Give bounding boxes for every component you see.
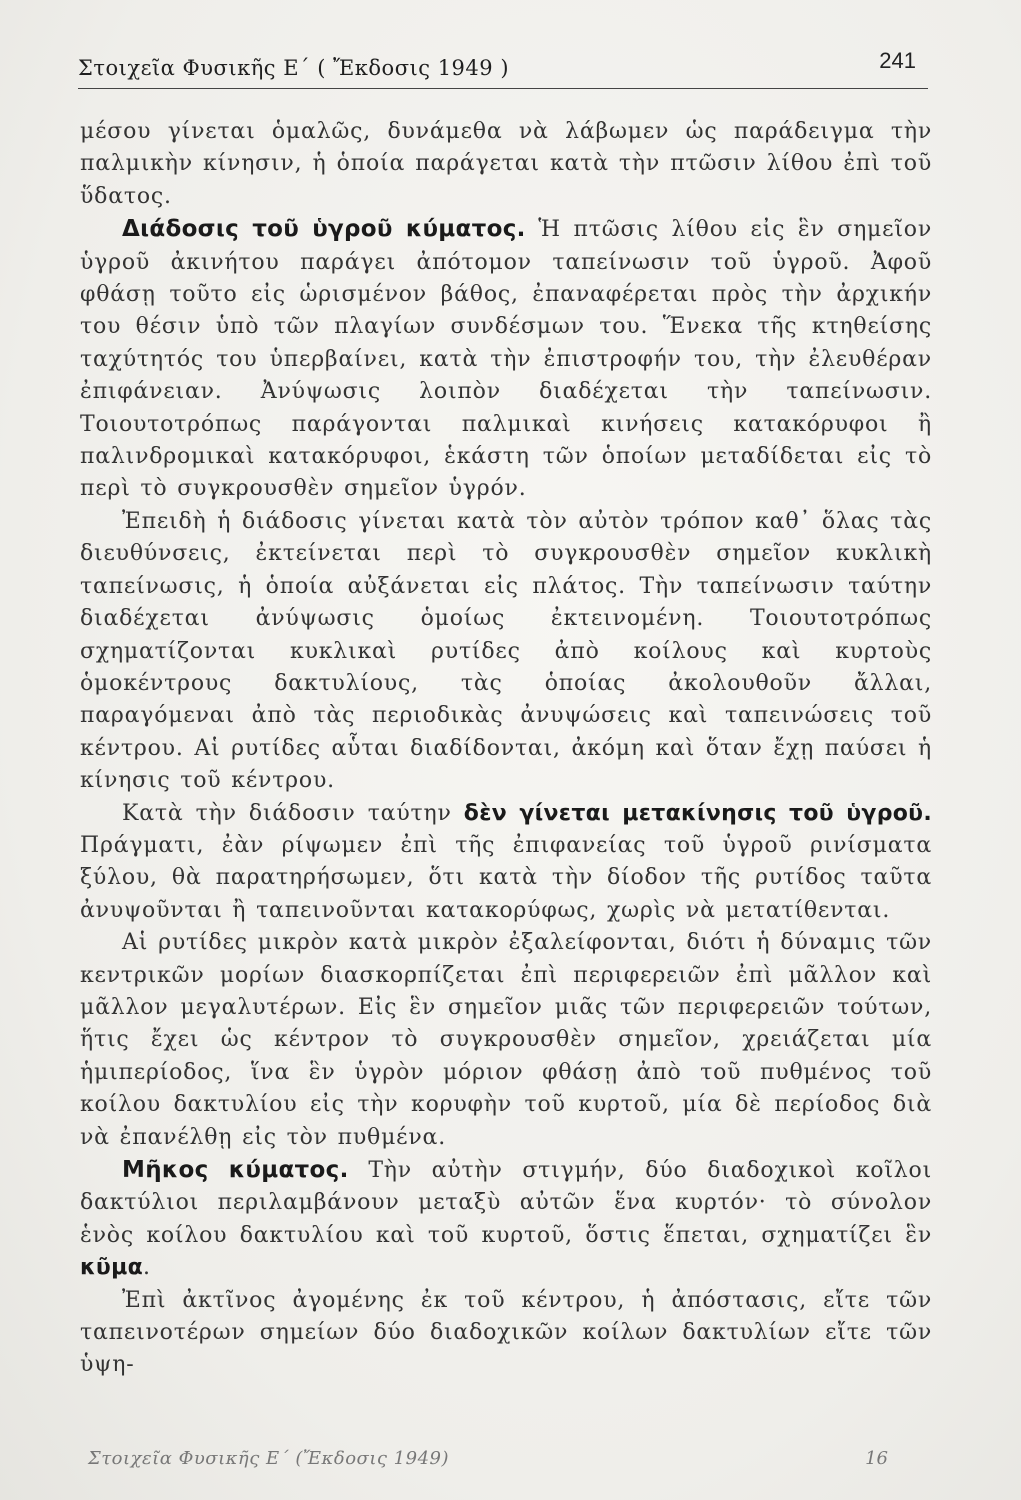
paragraph-no-displacement [80, 798, 932, 928]
paragraph-4-pre: Κατὰ τὴν διάδοσιν ταύτην [122, 800, 464, 826]
paragraph-wave-propagation [80, 213, 932, 506]
footer-title: Στοιχεῖα Φυσικῆς Ε΄ (Ἔκδοσις 1949) [88, 1448, 450, 1469]
running-footer [88, 1448, 888, 1478]
running-header [78, 48, 928, 89]
section-heading-wavelength: Μῆκος κύματος. [122, 1157, 349, 1183]
paragraph-1: μέσου γίνεται ὁμαλῶς, δυνάμεθα νὰ λάβωμεν ὡς παράδειγμα τὴν παλμικὴν κίνησιν, ἡ ὁποία παράγεται κατὰ τὴν πτῶσιν λίθου ἐπὶ τοῦ ὕδατος. [80, 119, 932, 209]
paragraph-4-text: Πράγματι, ἐὰν ρίψωμεν ἐπὶ τῆς ἐπιφανείας τοῦ ὑγροῦ ρινίσματα ξύλου, θὰ παρατηρήσωμεν, ὅτι κατὰ τὴν δίοδον τῆς ρυτίδος ταῦτα ἀνυψοῦνται ἢ ταπεινοῦνται κατακορύφως, χωρὶς νὰ μετατίθενται. [80, 832, 932, 923]
paragraph-7: Ἐπὶ ἀκτῖνος ἀγομένης ἐκ τοῦ κέντρου, ἡ ἀπόστασις, εἴτε τῶν ταπεινοτέρων σημείων δύο διαδοχικῶν κοίλων δακτυλίων εἴτε τῶν ὑψη- [80, 1287, 932, 1378]
paragraph-wavelength [80, 1154, 932, 1285]
header-title: Στοιχεῖα Φυσικῆς Ε΄ ( Ἔκδοσις 1949 ) [78, 56, 510, 80]
paragraph-3: Ἐπειδὴ ἡ διάδοσις γίνεται κατὰ τὸν αὐτὸν τρόπον καθ᾿ ὅλας τὰς διευθύνσεις, ἐκτείνεται περὶ τὸ συγκρουσθὲν σημεῖον κυκλικὴ ταπείνωσις, ἡ ὁποία αὐξάνεται εἰς πλάτος. Τὴν ταπείνωσιν ταύτην διαδέχεται ἀνύψωσις ὁμοίως ἐκτεινομένη. Τοιουτοτρόπως σχηματίζονται κυκλικαὶ ρυτίδες ἀπὸ κοίλους καὶ κυρτοὺς ὁμοκέντρους δακτυλίους, τὰς ὁποίας ἀκολουθοῦν ἄλλαι, παραγόμεναι ἀπὸ τὰς περιοδικὰς ἀνυψώσεις καὶ ταπεινώσεις τοῦ κέντρου. Αἱ ρυτίδες αὗται διαδίδονται, ἀκόμη καὶ ὅταν ἔχῃ παύσει ἡ κίνησις τοῦ κέντρου. [80, 508, 932, 794]
section-heading-propagation: Διάδοσις τοῦ ὑγροῦ κύματος. [122, 216, 526, 243]
body-text [80, 116, 932, 1382]
paragraph-2-text: Ἡ πτῶσις λίθου εἰς ἓν σημεῖον ὑγροῦ ἀκινήτου παράγει ἀπότομον ταπείνωσιν τοῦ ὑγροῦ. Ἀφοῦ φθάσῃ τοῦτο εἰς ὡρισμένον βάθος, ἐπαναφέρεται πρὸς τὴν ἀρχικήν του θέσιν ὑπὸ τῶν πλαγίων συνδέσμων του. Ἕνεκα τῆς κτηθείσης ταχύτητός του ὑπερβαίνει, κατὰ τὴν ἐπιστροφήν του, τὴν ἐλευθέραν ἐπιφάνειαν. Ἀνύψωσις λοιπὸν διαδέχεται τὴν ταπείνωσιν. Τοιουτοτρόπως παράγονται παλμικαὶ κινήσεις κατακόρυφοι ἢ παλινδρομικαὶ κατακόρυφοι, ἑκάστη τῶν ὁποίων μεταδίδεται εἰς τὸ περὶ τὸ συγκρουσθὲν σημεῖον ὑγρόν. [80, 217, 932, 502]
paragraph-5: Αἱ ρυτίδες μικρὸν κατὰ μικρὸν ἐξαλείφονται, διότι ἡ δύναμις τῶν κεντρικῶν μορίων διασκορπίζεται ἐπὶ περιφερειῶν ἐπὶ μᾶλλον καὶ μᾶλλον μεγαλυτέρων. Εἰς ἓν σημεῖον μιᾶς τῶν περιφερειῶν τούτων, ἥτις ἔχει ὡς κέντρον τὸ συγκρουσθὲν σημεῖον, χρειάζεται μία ἡμιπερίοδος, ἵνα ἓν ὑγρὸν μόριον φθάσῃ ἀπὸ τοῦ πυθμένος τοῦ κοίλου δακτυλίου εἰς τὴν κορυφὴν τοῦ κυρτοῦ, μία δὲ περίοδος διὰ νὰ ἐπανέλθῃ εἰς τὸν πυθμένα. [80, 930, 932, 1150]
signature-mark: 16 [865, 1448, 888, 1469]
bold-term-wave: κῦμα [80, 1255, 143, 1281]
paragraph-6-text: Τὴν αὐτὴν στιγμήν, δύο διαδοχικοὶ κοῖλοι δακτύλιοι περιλαμβάνουν μεταξὺ αὐτῶν ἕνα κυρτόν· τὸ σύνολον ἑνὸς κοίλου δακτυλίου καὶ τοῦ κυρτοῦ, ὅστις ἕπεται, σχηματίζει ἓν [80, 1158, 932, 1248]
page-number: 241 [879, 48, 916, 73]
bold-statement: δὲν γίνεται μετακίνησις τοῦ ὑγροῦ. [463, 800, 932, 826]
paragraph-6-end: . [143, 1255, 151, 1281]
